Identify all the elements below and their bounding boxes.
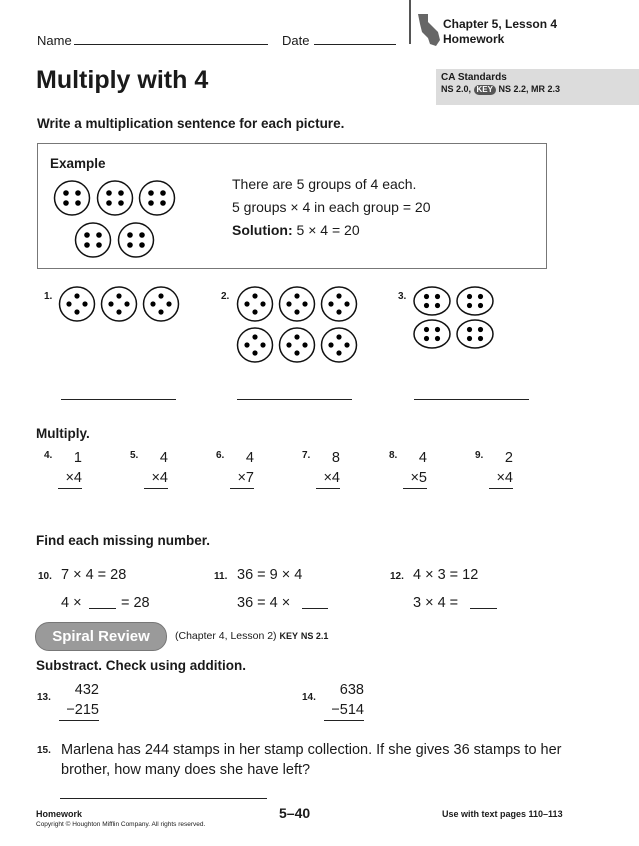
problem-14-bottom: −514 xyxy=(324,700,364,721)
problem-6-top: 4 xyxy=(245,450,254,466)
problem-8-bottom: ×5 xyxy=(403,468,427,489)
problem-3-number: 3. xyxy=(398,291,407,302)
problem-1-groups xyxy=(60,287,179,321)
subtract-heading: Substract. Check using addition. xyxy=(36,658,247,673)
problem-5 xyxy=(144,448,168,489)
spiral-key: KEY xyxy=(279,631,298,641)
problem-7-top: 8 xyxy=(331,450,340,466)
problem-4-number: 4. xyxy=(44,450,53,461)
footer-homework: Homework xyxy=(36,809,83,819)
problem-8 xyxy=(403,448,427,489)
problem-2-answer-line[interactable] xyxy=(237,399,352,400)
problem-5-number: 5. xyxy=(130,450,139,461)
problem-4-top: 1 xyxy=(73,450,82,466)
problem-12-number: 12. xyxy=(390,571,404,582)
page-title: Multiply with 4 xyxy=(36,66,209,94)
spiral-review-badge: Spiral Review xyxy=(35,622,167,651)
example-line-1: There are 5 groups of 4 each. xyxy=(232,176,417,192)
problem-10-line2-pre: 4 × xyxy=(61,595,82,611)
example-line-2: 5 groups × 4 in each group = 20 xyxy=(232,199,431,215)
problem-2-groups xyxy=(238,287,357,362)
problem-10-blank[interactable] xyxy=(89,608,116,609)
problem-7-number: 7. xyxy=(302,450,311,461)
page-number: 5–40 xyxy=(279,805,311,821)
date-label: Date xyxy=(282,33,310,48)
problem-8-top: 4 xyxy=(418,450,427,466)
chapter-label: Chapter 5, Lesson 4 xyxy=(443,17,558,31)
problem-15-line2: brother, how many does she have left? xyxy=(61,762,311,778)
problem-14 xyxy=(324,680,364,721)
problem-15-text xyxy=(61,740,562,780)
standards-pre: NS 2.0, xyxy=(441,84,472,94)
standards-post: NS 2.2, MR 2.3 xyxy=(498,84,561,94)
problem-9 xyxy=(489,448,513,489)
example-solution xyxy=(232,219,430,242)
problem-11-line1: 36 = 9 × 4 xyxy=(237,567,303,583)
problem-4 xyxy=(58,448,82,489)
footer-copyright: Copyright © Houghton Mifflin Company. All rights reserved. xyxy=(36,821,206,828)
problem-10-line1: 7 × 4 = 28 xyxy=(61,567,127,583)
spiral-review-ref xyxy=(175,630,328,642)
example-label: Example xyxy=(50,156,106,171)
problem-4-bottom: ×4 xyxy=(58,468,82,489)
key-badge: KEY xyxy=(474,85,496,95)
problem-10-number: 10. xyxy=(38,571,52,582)
standards-box xyxy=(436,69,639,105)
instruction: Write a multiplication sentence for each picture. xyxy=(37,116,345,131)
problem-13-top: 432 xyxy=(74,682,99,698)
problem-3-answer-line[interactable] xyxy=(414,399,529,400)
standards-line xyxy=(441,84,560,95)
problem-13-bottom: −215 xyxy=(59,700,99,721)
solution-value: 5 × 4 = 20 xyxy=(296,222,360,238)
problem-10-line2-post: = 28 xyxy=(121,595,150,611)
missing-heading: Find each missing number. xyxy=(36,533,211,548)
problem-15-line1: Marlena has 244 stamps in her stamp collection. If she gives 36 stamps to her xyxy=(61,742,562,758)
problem-5-bottom: ×4 xyxy=(144,468,168,489)
problem-11-number: 11. xyxy=(214,571,228,582)
name-label: Name xyxy=(37,33,72,48)
problem-7-bottom: ×4 xyxy=(316,468,340,489)
footer-text-pages: Use with text pages 110–113 xyxy=(442,809,563,819)
problem-14-number: 14. xyxy=(302,692,316,703)
example-text xyxy=(232,173,430,242)
chapter-heading xyxy=(443,17,557,47)
problem-3-groups xyxy=(414,287,493,348)
problem-2-number: 2. xyxy=(221,291,230,302)
problem-12-line1: 4 × 3 = 12 xyxy=(413,567,479,583)
spiral-std: NS 2.1 xyxy=(300,631,329,641)
problem-7 xyxy=(316,448,340,489)
spiral-ref-text: (Chapter 4, Lesson 2) xyxy=(175,630,277,642)
standards-heading: CA Standards xyxy=(441,72,507,83)
problem-11-blank[interactable] xyxy=(302,608,328,609)
problem-9-bottom: ×4 xyxy=(489,468,513,489)
solution-label: Solution: xyxy=(232,222,293,238)
problem-13 xyxy=(59,680,99,721)
problem-1-number: 1. xyxy=(44,291,53,302)
problem-14-top: 638 xyxy=(339,682,364,698)
problem-8-number: 8. xyxy=(389,450,398,461)
problem-12-line2-pre: 3 × 4 = xyxy=(413,595,459,611)
problem-5-top: 4 xyxy=(159,450,168,466)
problem-1-answer-line[interactable] xyxy=(61,399,176,400)
california-icon xyxy=(418,14,440,46)
problem-6 xyxy=(230,448,254,489)
problem-6-bottom: ×7 xyxy=(230,468,254,489)
problem-15-number: 15. xyxy=(37,745,51,756)
problem-11-line2-pre: 36 = 4 × xyxy=(237,595,291,611)
multiply-heading: Multiply. xyxy=(36,426,90,441)
problem-6-number: 6. xyxy=(216,450,225,461)
problem-9-top: 2 xyxy=(504,450,513,466)
problem-9-number: 9. xyxy=(475,450,484,461)
problem-13-number: 13. xyxy=(37,692,51,703)
problem-12-blank[interactable] xyxy=(470,608,497,609)
homework-label: Homework xyxy=(443,32,505,46)
problem-15-answer-line[interactable] xyxy=(60,798,267,799)
